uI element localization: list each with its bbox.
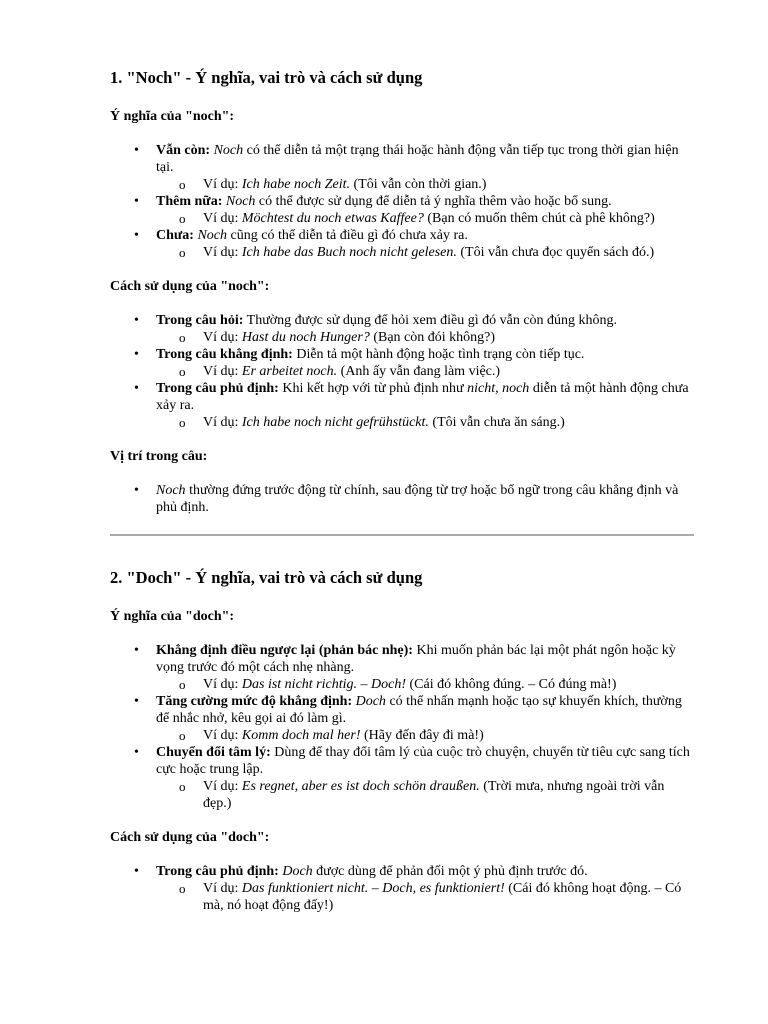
example-list (156, 414, 694, 431)
list-item (110, 642, 694, 693)
term: Vẫn còn: (156, 143, 211, 158)
list-item (110, 346, 694, 380)
example-item (156, 778, 694, 812)
list-noch-usage (110, 312, 694, 431)
example-german: Ich habe noch nicht gefrühstückt. (241, 415, 429, 430)
document-content (110, 60, 694, 931)
section-title-doch: 2. "Doch" - Ý nghĩa, vai trò và cách sử dụng (110, 568, 423, 587)
subheading-doch-usage: Cách sử dụng của "doch": (110, 830, 270, 845)
example-list (156, 363, 694, 380)
list-doch-usage (110, 863, 694, 914)
example-label: Ví dụ: (203, 728, 242, 743)
keyword: Doch (282, 864, 313, 879)
example-translation: (Cái đó không hoạt động. – Có mà, nó hoạt động đấy!) (203, 881, 682, 913)
keyword: Noch (225, 194, 256, 209)
example-item (156, 176, 694, 193)
example-label: Ví dụ: (203, 245, 242, 260)
keyword: Noch (197, 228, 228, 243)
example-item (156, 880, 694, 914)
example-german: Das funktioniert nicht. – Doch, es funktioniert! (241, 881, 505, 896)
subheading-noch-usage: Cách sử dụng của "noch": (110, 279, 270, 294)
list-item (110, 142, 694, 193)
list-item (110, 744, 694, 812)
example-item (156, 676, 694, 693)
term: Trong câu khẳng định: (156, 347, 293, 362)
description: có thể nhấn mạnh hoặc tạo sự khuyến khích, thường để nhắc nhở, kêu gọi ai đó làm gì. (156, 694, 682, 726)
example-item (156, 727, 694, 744)
term: Trong câu phủ định: (156, 381, 279, 396)
list-item (110, 193, 694, 227)
example-translation: (Tôi vẫn chưa ăn sáng.) (428, 415, 565, 430)
term: Khẳng định điều ngược lại (phản bác nhẹ): (156, 643, 413, 658)
example-translation: (Hãy đến đây đi mà!) (360, 728, 484, 743)
description: Khi muốn phản bác lại một phát ngôn hoặc kỳ vọng trước đó một cách nhẹ nhàng. (156, 643, 676, 675)
list-noch-meaning (110, 142, 694, 261)
example-list (156, 244, 694, 261)
list-item (110, 312, 694, 346)
example-german: Hast du noch Hunger? (241, 330, 370, 345)
example-german: Ich habe noch Zeit. (241, 177, 350, 192)
example-translation: (Tôi vẫn chưa đọc quyển sách đó.) (456, 245, 655, 260)
example-german: Möchtest du noch etwas Kaffee? (241, 211, 424, 226)
keyword: Noch (156, 483, 186, 498)
example-list (156, 329, 694, 346)
description: Dùng để thay đổi tâm lý của cuộc trò chuyện, chuyển từ tiêu cực sang tích cực hoặc trung lập. (156, 745, 690, 777)
section-title-noch: 1. "Noch" - Ý nghĩa, vai trò và cách sử dụng (110, 68, 423, 87)
description: Thường được sử dụng để hỏi xem điều gì đó vẫn còn đúng không. (243, 313, 618, 328)
example-list (156, 778, 694, 812)
term: Chưa: (156, 228, 194, 243)
example-translation: (Anh ấy vẫn đang làm việc.) (337, 364, 501, 379)
term: Thêm nữa: (156, 194, 223, 209)
term: Trong câu hỏi: (156, 313, 244, 328)
list-item (110, 380, 694, 431)
example-label: Ví dụ: (203, 364, 242, 379)
example-list (156, 676, 694, 693)
example-label: Ví dụ: (203, 881, 242, 896)
list-item (110, 482, 694, 516)
keyword: Noch (213, 143, 244, 158)
list-item (110, 693, 694, 744)
example-translation: (Bạn còn đói không?) (369, 330, 496, 345)
example-translation: (Bạn có muốn thêm chút cà phê không?) (423, 211, 655, 226)
example-list (156, 727, 694, 744)
example-label: Ví dụ: (203, 415, 242, 430)
example-item (156, 244, 694, 261)
example-translation: (Trời mưa, nhưng ngoài trời vẫn đẹp.) (203, 779, 665, 811)
example-label: Ví dụ: (203, 211, 242, 226)
term: Tăng cường mức độ khẳng định: (156, 694, 353, 709)
subheading-noch-meaning: Ý nghĩa của "noch": (110, 109, 235, 124)
description: diễn tả một hành động chưa xảy ra. (156, 381, 689, 413)
description: có thể được sử dụng để diễn tả ý nghĩa thêm vào hoặc bổ sung. (255, 194, 612, 209)
term: Chuyển đổi tâm lý: (156, 745, 271, 760)
example-list (156, 176, 694, 193)
horizontal-divider (110, 534, 694, 536)
example-label: Ví dụ: (203, 330, 242, 345)
list-noch-position (110, 482, 694, 516)
list-item (110, 863, 694, 914)
description: Diễn tả một hành động hoặc tình trạng còn tiếp tục. (292, 347, 585, 362)
example-german: Es regnet, aber es ist doch schön draußen. (241, 779, 480, 794)
example-label: Ví dụ: (203, 177, 242, 192)
list-doch-meaning (110, 642, 694, 812)
keyword: nicht, noch (467, 381, 530, 396)
example-list (156, 210, 694, 227)
example-item (156, 363, 694, 380)
example-list (156, 880, 694, 914)
example-translation: (Tôi vẫn còn thời gian.) (349, 177, 487, 192)
subheading-doch-meaning: Ý nghĩa của "doch": (110, 609, 235, 624)
example-german: Komm doch mal her! (241, 728, 361, 743)
example-label: Ví dụ: (203, 677, 242, 692)
example-german: Er arbeitet noch. (241, 364, 338, 379)
description: được dùng để phản đối một ý phủ định trước đó. (312, 864, 588, 879)
example-translation: (Cái đó không đúng. – Có đúng mà!) (406, 677, 617, 692)
term: Trong câu phủ định: (156, 864, 279, 879)
example-label: Ví dụ: (203, 779, 242, 794)
description: thường đứng trước động từ chính, sau động từ trợ hoặc bổ ngữ trong câu khẳng định và phủ định. (156, 483, 679, 515)
list-item (110, 227, 694, 261)
subheading-noch-position: Vị trí trong câu: (110, 449, 208, 464)
example-item (156, 329, 694, 346)
example-german: Das ist nicht richtig. – Doch! (241, 677, 406, 692)
keyword: Doch (355, 694, 386, 709)
description: cũng có thể diễn tả điều gì đó chưa xảy ra. (227, 228, 468, 243)
description: có thể diễn tả một trạng thái hoặc hành động vẫn tiếp tục trong thời gian hiện tại. (156, 143, 679, 175)
example-german: Ich habe das Buch noch nicht gelesen. (241, 245, 457, 260)
example-item (156, 414, 694, 431)
example-item (156, 210, 694, 227)
description: Khi kết hợp với từ phủ định như (278, 381, 468, 396)
